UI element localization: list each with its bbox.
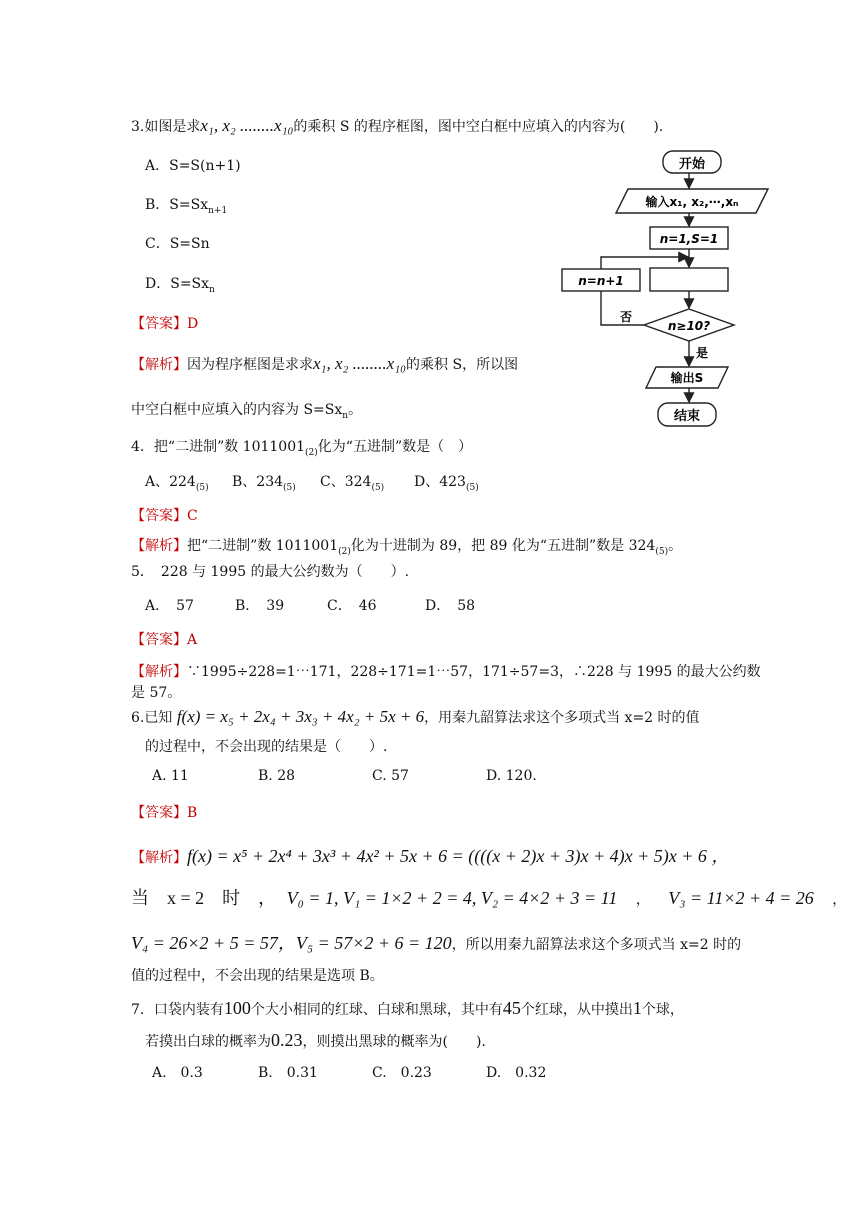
flow-incr-label: n=n+1 [578, 274, 624, 288]
q5-option-b: B． 39 [235, 598, 285, 614]
q7-stem-line1: 7．口袋内装有100个大小相同的红球、白球和黑球，其中有45个红球，从中摸出1个球， [131, 998, 684, 1018]
flow-init-label: n=1,S=1 [659, 232, 719, 246]
q3-sequence: x₁, x₂ ........x₁₀ [200, 116, 294, 135]
q6-analysis-line3: V₄ = 26×2 + 5 = 57，V₅ = 57×2 + 6 = 120，所以用秦九韶算法求这个多项式当 x=2 时的 [131, 933, 742, 953]
q5-stem: 5． 228 与 1995 的最大公约数为（ ）. [131, 564, 410, 580]
q3-option-c: C．S=Sn [145, 236, 210, 252]
flow-yes-label: 是 [695, 346, 709, 360]
q6-option-d: D. 120. [486, 768, 537, 784]
q4-option-c: C、$324_{(5)}$ [320, 474, 385, 493]
q4-analysis: 【解析】把“二进制”数 $1011001_{(2)}$化为十进制为 89，把 89 化为“五进制”数是 $324_{(5)}$。 [131, 538, 683, 557]
q5-answer: 【答案】A [131, 632, 198, 648]
flow-input-label: 输入x₁, x₂,⋯,xₙ [645, 195, 739, 209]
q7-option-c: C. 0.23 [372, 1065, 432, 1081]
q6-options [152, 766, 537, 786]
q5-options [145, 596, 475, 616]
q7-option-a: A. 0.3 [152, 1065, 203, 1081]
q3-analysis-line1: 【解析】因为程序框图是求求x₁, x₂ ........x₁₀的乘积 S，所以图 [131, 354, 519, 373]
q7-option-b: B. 0.31 [258, 1065, 318, 1081]
q4-options [145, 472, 479, 498]
q3-option-b: B．$S=Sx_{n+1}$ [145, 197, 228, 216]
q4-stem: 4．把“二进制”数 $1011001_{(2)}$化为“五进制”数是（ ） [131, 439, 473, 458]
q5-option-a: A． 57 [145, 598, 194, 614]
q6-stem-line2: 的过程中，不会出现的结果是（ ）. [145, 739, 388, 755]
q6-option-a: A. 11 [152, 768, 189, 784]
q6-answer: 【答案】B [131, 805, 198, 821]
q5-option-c: C． 46 [327, 598, 377, 614]
q6-option-b: B. 28 [258, 768, 296, 784]
q6-option-c: C. 57 [372, 768, 409, 784]
q4-option-b: B、$234_{(5)}$ [232, 474, 296, 493]
q3-stem: 3.如图是求x₁, x₂ ........x₁₀的乘积 S 的程序框图，图中空白框中应填入的内容为( ). [131, 116, 664, 135]
q5-analysis-line1: 【解析】∵1995÷228=1⋯171，228÷171=1⋯57，171÷57=3，∴228 与 1995 的最大公约数 [131, 664, 761, 680]
flow-start-label: 开始 [678, 157, 706, 172]
q6-analysis-line1: 【解析】f(x) = x⁵ + 2x⁴ + 3x³ + 4x² + 5x + 6 = ((((x + 2)x + 3)x + 4)x + 5)x + 6 ， [131, 846, 730, 866]
q7-options [152, 1063, 546, 1083]
q4-option-d: D、$423_{(5)}$ [414, 474, 479, 493]
q5-analysis-line2: 是 57。 [131, 685, 182, 701]
q4-option-a: A、$224_{(5)}$ [145, 474, 209, 493]
q6-analysis-line4: 值的过程中，不会出现的结果是选项 B。 [131, 968, 384, 984]
flow-cond-label: n≥10? [667, 319, 711, 333]
q3-option-d: D．$S=Sx_n$ [145, 276, 215, 295]
q7-option-d: D. 0.32 [486, 1065, 547, 1081]
q3-option-a: A．S=S(n+1) [145, 158, 241, 174]
q5-option-d: D． 58 [425, 598, 476, 614]
q6-stem-line1: 6.已知 f(x) = x₅ + 2x₄ + 3x₃ + 4x₂ + 5x + 6，用秦九韶算法求这个多项式当 x=2 时的值 [131, 707, 700, 726]
q7-stem-line2: 若摸出白球的概率为0.23，则摸出黑球的概率为( ). [145, 1030, 486, 1050]
q3-analysis-line2: 中空白框中应填入的内容为 $S=Sx_n$。 [131, 402, 363, 421]
flow-end-label: 结束 [673, 409, 701, 424]
flow-no-label: 否 [619, 310, 633, 324]
flow-output-label: 输出S [670, 371, 704, 385]
q4-answer: 【答案】C [131, 508, 198, 524]
q6-analysis-line2: 当 x = 2 时 ， V₀ = 1, V₁ = 1×2 + 2 = 4, V₂ = 4×2 + 3 = 11 ， V₃ = 11×2 + 4 = 26 ， [131, 888, 847, 908]
flow-blank-box [650, 268, 728, 291]
q3-answer: 【答案】D [131, 316, 199, 332]
flowchart [556, 145, 786, 435]
q6-polynomial: f(x) = x₅ + 2x₄ + 3x₃ + 4x₂ + 5x + 6 [176, 707, 425, 726]
